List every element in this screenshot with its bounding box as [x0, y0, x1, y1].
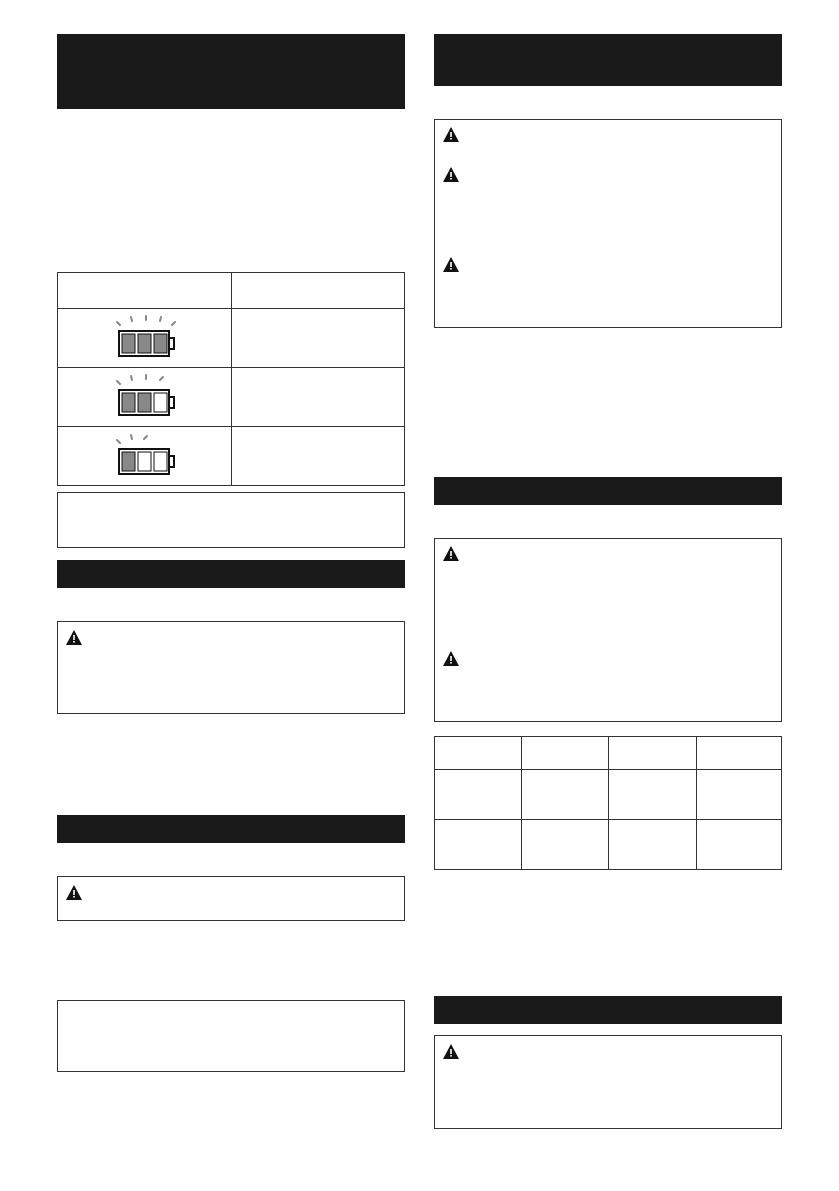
caution-box	[57, 621, 405, 714]
warning-triangle-icon	[66, 630, 82, 645]
table-header-cell	[58, 273, 232, 309]
warning-triangle-icon	[443, 651, 459, 666]
caution-box	[434, 119, 782, 328]
battery-level-table	[57, 272, 405, 486]
warning-triangle-icon	[443, 257, 459, 272]
table-cell	[522, 820, 609, 870]
grid-table	[434, 736, 782, 870]
table-header-cell	[697, 737, 782, 770]
table-header-cell	[232, 273, 405, 309]
caution-box	[434, 538, 782, 722]
table-cell	[609, 770, 697, 820]
battery-3-bars-blinking-icon	[110, 314, 180, 362]
table-cell	[697, 820, 782, 870]
section-bar-2	[57, 815, 405, 843]
table-cell	[697, 770, 782, 820]
battery-cell	[58, 427, 232, 486]
table-cell	[435, 770, 522, 820]
table-header-cell	[522, 737, 609, 770]
table-cell	[522, 770, 609, 820]
table-header-cell	[609, 737, 697, 770]
note-box	[57, 492, 405, 548]
note-box	[57, 1000, 405, 1072]
warning-triangle-icon	[443, 167, 459, 182]
battery-1-bar-blinking-icon	[110, 432, 180, 480]
caution-box	[57, 876, 405, 921]
warning-triangle-icon	[443, 1044, 459, 1059]
table-cell	[609, 820, 697, 870]
caution-box	[434, 1035, 782, 1129]
section-bar-bottom	[434, 996, 782, 1024]
warning-triangle-icon	[443, 127, 459, 142]
left-title-bar	[57, 34, 405, 109]
battery-description-cell	[232, 309, 405, 368]
right-title-bar	[434, 34, 782, 86]
section-bar-middle	[434, 477, 782, 505]
battery-description-cell	[232, 427, 405, 486]
warning-triangle-icon	[443, 546, 459, 561]
section-bar-1	[57, 560, 405, 588]
battery-description-cell	[232, 368, 405, 427]
table-cell	[435, 820, 522, 870]
battery-cell	[58, 309, 232, 368]
battery-2-bars-blinking-icon	[110, 373, 180, 421]
battery-cell	[58, 368, 232, 427]
warning-triangle-icon	[66, 885, 82, 900]
table-header-cell	[435, 737, 522, 770]
